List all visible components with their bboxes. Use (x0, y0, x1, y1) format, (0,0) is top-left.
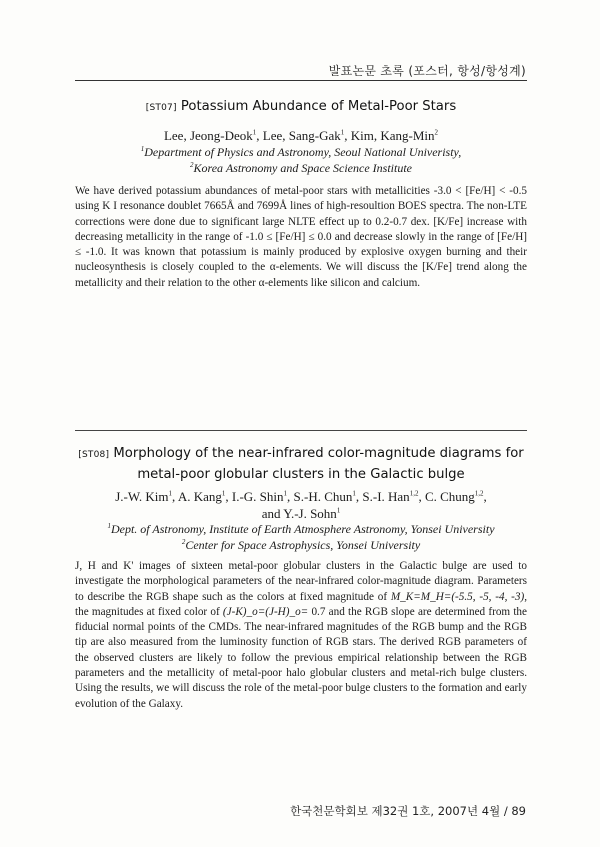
affiliation-text: Department of Physics and Astronomy, Seoul National Univeristy, (144, 145, 462, 159)
author-mark: 1 (221, 489, 226, 498)
author-mark: 1 (352, 489, 356, 498)
author-mark: 1 (252, 128, 257, 137)
author-mark: 1 (168, 489, 173, 498)
author-mark: 1 (340, 128, 345, 137)
author: J.-W. Kim (115, 489, 169, 504)
abstract-body (75, 559, 527, 712)
author: I.-G. Shin (231, 489, 284, 504)
author: S.-I. Han (362, 489, 410, 504)
abstract-body-text: 0.7 and the RGB slope are determined from the fiducial normal points of the CMDs. The near-infrared magnitudes of the RGB bump and the RGB tip are also measured from the luminosity function of RGB stars. The derived RGB parameters of the observed clusters are likely to follow the previous empirical relationship between the RGB parameters and the metallicity of metal-poor halo globular clusters and metal-rich bulge clusters. Using the results, we will discuss the role of the metal-poor bulge clusters to the formation and early evolution of the Galaxy. (75, 605, 527, 710)
affiliation (75, 537, 527, 553)
affiliation-text: Center for Space Astrophysics, Yonsei University (185, 538, 421, 552)
affiliation-text: Korea Astronomy and Space Science Institute (193, 161, 412, 175)
author-mark: 1,2 (409, 489, 419, 498)
author: Lee, Sang-Gak (262, 128, 341, 143)
abstract-title-st08 (75, 444, 527, 485)
math-expression: (J-K)_o=(J-H)_o= (222, 605, 309, 618)
author-list: J.-W. Kim$^1$, A. Kang$^1$, I.-G. Shin$^1$, S.-H. Chun$^1$, S.-I. Han$^{1,2}$, C. Chung$^{1,2}$, (115, 489, 487, 504)
abstract-code: [ST08] (78, 450, 110, 460)
author-list: Lee, Jeong-Deok$^1$, Lee, Sang-Gak$^1$, Kim, Kang-Min$^2$ (163, 128, 439, 143)
abstract-title-text: Morphology of the near-infrared color-magnitude diagrams for (113, 446, 524, 461)
affiliation-mark: 1 (140, 145, 145, 153)
abstract-body-text: , the magnitudes at fixed color of (75, 590, 528, 618)
abstract-body-text: J, H and K' images of sixteen metal-poor globular clusters in the Galactic bulge are used to investigate the morphological parameters of the near-infrared color-magnitude diagram. Parameters to describe the RGB shape such as the colors at fixed magnitude of (75, 560, 527, 603)
author-mark: 2 (434, 128, 439, 137)
abstract-title-st07 (75, 97, 527, 118)
author: and Y.-J. Sohn (261, 506, 337, 521)
affiliation (75, 144, 527, 160)
author-mark: 1,2 (474, 489, 484, 498)
affiliation-mark: 2 (181, 538, 186, 546)
affiliation (75, 521, 527, 537)
math-expression: M_K=M_H=(-5.5, -5, -4, -3) (390, 590, 525, 603)
abstract-title-text: metal-poor globular clusters in the Galactic bulge (137, 467, 465, 482)
abstract-title-text: Potassium Abundance of Metal-Poor Stars (180, 99, 457, 114)
section-header: 발표논문 초록 (포스터, 항성/항성계) (328, 64, 526, 78)
author: Kim, Kang-Min (350, 128, 435, 143)
abstract-body: We have derived potassium abundances of metal-poor stars with metallicities -3.0 < [Fe/H] < -0.5 using K I resonance doublet 7665Å and 7699Å lines of high-resoultion BOES spectra. The non-LTE corrections were done due to significant large NLTE effect up to 0.2-0.7 dex. [K/Fe] increase with decreasing metallicity in the range of -1.0 ≤ [Fe/H] ≤ 0.0 and decrease slowly in the range of [Fe/H] ≤ -1.0. It was known that potassium is mainly produced by explosive oxygen burning and their nucleosynthesis is closely coupled to the α-elements. We will discuss the [K/Fe] trend along the metallicity and their relation to the other α-elements like silicon and calcium. (75, 185, 527, 289)
abstract-code: [ST07] (145, 103, 177, 113)
section-divider (75, 430, 527, 431)
author: C. Chung (424, 489, 475, 504)
affiliation-mark: 1 (107, 522, 111, 530)
author: A. Kang (177, 489, 222, 504)
author: S.-H. Chun (293, 489, 353, 504)
author-mark: 1 (283, 489, 288, 498)
author-mark: 1 (336, 506, 341, 515)
author: Lee, Jeong-Deok (163, 128, 253, 143)
header-rule (75, 80, 527, 81)
affiliation-mark: 2 (189, 161, 194, 169)
page-footer: 한국천문학회보 제32권 1호, 2007년 4월 / 89 (290, 804, 526, 818)
affiliation-text: Dept. of Astronomy, Institute of Earth Atmosphere Astronomy, Yonsei University (110, 522, 495, 536)
affiliation (75, 160, 527, 176)
